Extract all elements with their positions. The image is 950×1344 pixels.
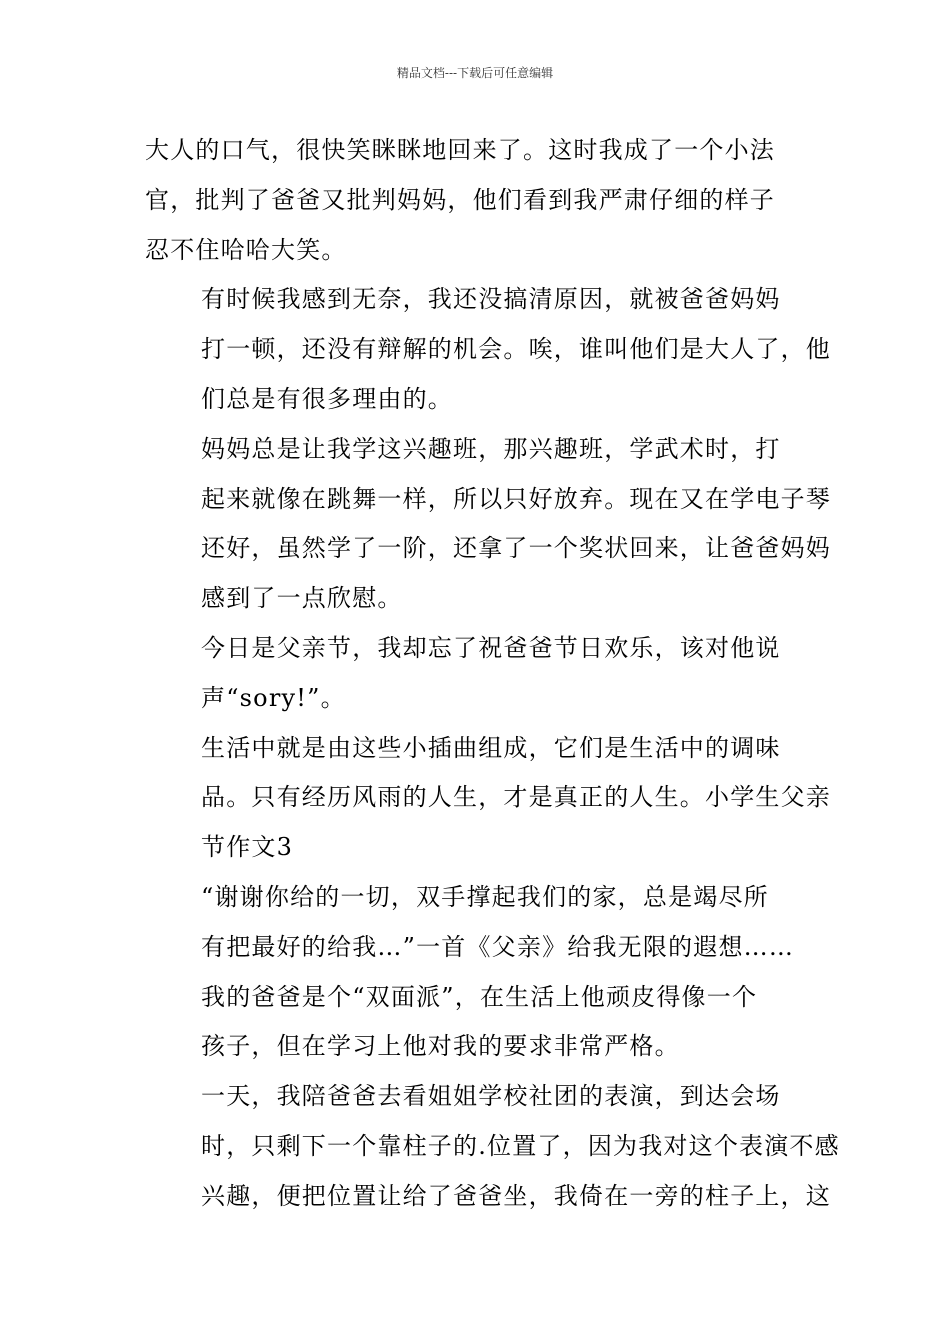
text-line: 大人的口气，很快笑眯眯地回来了。这时我成了一个小法 xyxy=(145,136,775,164)
text-line: 们总是有很多理由的。 xyxy=(201,384,453,413)
text-line: 一天，我陪爸爸去看姐姐学校社团的表演，到达会场 xyxy=(201,1082,781,1111)
text-line: 品。只有经历风雨的人生，才是真正的人生。小学生父亲 xyxy=(201,783,831,812)
text-line: 兴趣，便把位置让给了爸爸坐，我倚在一旁的柱子上，这 xyxy=(201,1181,831,1210)
text-line: 我的爸爸是个“双面派”，在生活上他顽皮得像一个 xyxy=(201,982,758,1011)
text-line: 时，只剩下一个靠柱子的.位置了，因为我对这个表演不感 xyxy=(201,1131,840,1160)
text-line: 有把最好的给我…”一首《父亲》给我无限的遐想…… xyxy=(201,932,795,961)
text-line: 打一顿，还没有辩解的机会。唉，谁叫他们是大人了，他 xyxy=(201,335,831,364)
text-line: 忍不住哈哈大笑。 xyxy=(145,235,347,264)
paragraph xyxy=(145,624,810,724)
paragraph xyxy=(145,724,831,873)
page-header: 精品文档---下载后可任意编辑 xyxy=(396,66,554,80)
text-line: 妈妈总是让我学这兴趣班，那兴趣班，学武术时，打 xyxy=(201,434,781,463)
paragraph xyxy=(145,873,810,973)
text-line: 官，批判了爸爸又批判妈妈，他们看到我严肃仔细的样子 xyxy=(145,185,775,214)
paragraph xyxy=(145,126,810,275)
text-line: 起来就像在跳舞一样，所以只好放弃。现在又在学电子琴 xyxy=(201,484,831,513)
text-line: 有时候我感到无奈，我还没搞清原因，就被爸爸妈妈 xyxy=(201,285,781,314)
text-line: 孩子，但在学习上他对我的要求非常严格。 xyxy=(201,1032,680,1061)
text-line: 声“sory!”。 xyxy=(201,683,346,712)
text-line: 生活中就是由这些小插曲组成，它们是生活中的调味 xyxy=(201,733,781,762)
paragraph xyxy=(145,425,831,624)
text-line: 还好，虽然学了一阶，还拿了一个奖状回来，让爸爸妈妈 xyxy=(201,534,831,563)
text-line: 节作文3 xyxy=(201,833,294,862)
document-body xyxy=(145,126,840,1222)
text-line: “谢谢你给的一切，双手撑起我们的家，总是竭尽所 xyxy=(201,882,769,911)
paragraph xyxy=(145,1072,840,1221)
text-line: 感到了一点欣慰。 xyxy=(201,584,403,613)
paragraph xyxy=(145,973,810,1073)
paragraph xyxy=(145,275,831,424)
text-line: 今日是父亲节，我却忘了祝爸爸节日欢乐，该对他说 xyxy=(201,633,781,662)
